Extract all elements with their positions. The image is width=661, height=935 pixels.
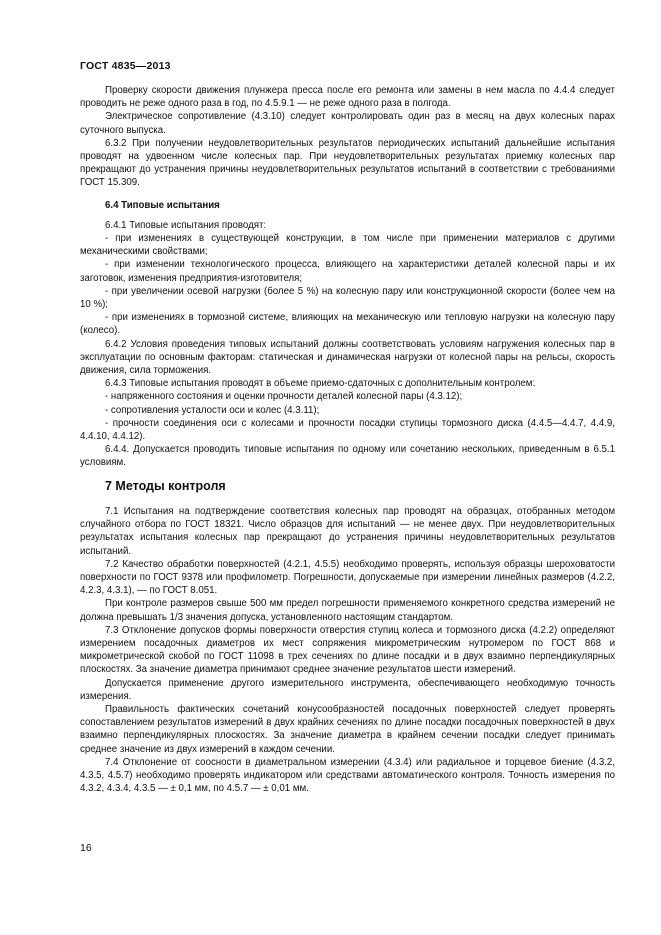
paragraph: Допускается применение другого измерительного инструмента, обеспечивающего необходимую точность измерения.: [80, 677, 615, 702]
subsection-heading: 6.4 Типовые испытания: [105, 199, 220, 211]
list-item: - при увеличении осевой нагрузки (более 5 %) на колесную пару или конструкционной скорости (более чем на 10 %);: [80, 285, 615, 311]
list-item: - сопротивления усталости оси и колес (4.3.11);: [105, 404, 320, 416]
list-item: - при изменении технологического процесса, влияющего на характеристики деталей колесной пары и их заготовок, изменения предприятия-изготовителя;: [80, 259, 615, 284]
paragraph: 6.3.2 При получении неудовлетворительных результатов периодических испытаний дальнейшие испытания проводят на удвоенном числе колесных пар. При неудовлетворительных результатах приемку колесных пар прекращают до устранения причины неудовлетворительных результатов испытаний в соответствии с требованиями ГОСТ 15.309.: [80, 137, 615, 189]
list-item: - при изменениях в существующей конструкции, в том числе при применении материалов с другими механическими свойствами;: [80, 233, 615, 258]
page-number: 16: [80, 842, 92, 854]
paragraph: 7.3 Отклонение допусков формы поверхности отверстия ступиц колеса и тормозного диска (4.2.2) определяют измерением посадочных диаметров их мест сопряжения микрометрическим нутромером по ГОСТ 868 и микрометрической скобой по ГОСТ 11098 в трех сечениях по длине посадки и в двух взаимно перпендикулярных плоскостях. За значение диаметра принимают среднее значение результатов шести измерений.: [80, 624, 615, 676]
paragraph: Электрическое сопротивление (4.3.10) следует контролировать один раз в месяц на двух колесных парах суточного выпуска.: [80, 111, 615, 136]
paragraph: 7.1 Испытания на подтверждение соответствия колесных пар проводят на образцах, отобранных методом случайного отбора по ГОСТ 18321. Число образцов для испытаний — не менее двух. При неудовлетворительных результатах испытания колесных пар прекращают до устранения причины неудовлетворительных результатов испытаний.: [80, 505, 615, 557]
list-item: - прочности соединения оси с колесами и прочности посадки ступицы тормозного диска (4.4.5—4.4.7, 4.4.9, 4.4.10, 4.4.12).: [80, 417, 615, 443]
paragraph: 7.2 Качество обработки поверхностей (4.2.1, 4.5.5) необходимо проверять, используя образцы шероховатости поверхности по ГОСТ 9378 или профилометр. Погрешности, допускаемые при измерении линейных размеров (4.2.2, 4.2.3, 4.3.1), — по ГОСТ 8.051.: [80, 558, 615, 597]
list-item: - при изменениях в тормозной системе, влияющих на механическую или тепловую нагрузки на колесную пару (колесо).: [80, 312, 615, 337]
paragraph: Проверку скорости движения плунжера пресса после его ремонта или замены в нем масла по 4.4.4 следует проводить не реже одного раза в год, по 4.5.9.1 — не реже одного раза в полгода.: [80, 85, 615, 110]
paragraph: 6.4.2 Условия проведения типовых испытаний должны соответствовать условиям нагружения колесных пар в эксплуатации по основным факторам: статическая и динамическая нагрузки от колесной пары на рельсы, скорость движения, сила торможения.: [80, 338, 615, 377]
document-header: ГОСТ 4835—2013: [80, 60, 171, 72]
paragraph: При контроле размеров свыше 500 мм предел погрешности применяемого конкретного средства измерений не должна превышать 1/3 значения допуска, установленного настоящим стандартом.: [80, 598, 615, 623]
list-item: - напряженного состояния и оценки прочности деталей колесной пары (4.3.12);: [105, 391, 463, 403]
paragraph: 6.4.3 Типовые испытания проводят в объеме приемо-сдаточных с дополнительным контролем:: [105, 378, 536, 390]
paragraph: 7.4 Отклонение от соосности в диаметральном измерении (4.3.4) или радиальное и торцевое биение (4.3.2, 4.3.5, 4.5.7) необходимо проверять индикатором или средствами автоматического контроля. Точность измерения по 4.3.2, 4.3.4, 4.3.5 — ± 0,1 мм, по 4.5.7 — ± 0,01 мм.: [80, 756, 615, 795]
paragraph: 6.4.4. Допускается проводить типовые испытания по одному или сочетанию нескольких, приведенным в 6.5.1 условиям.: [80, 444, 615, 469]
section-heading: 7 Методы контроля: [105, 478, 226, 493]
document-body: [80, 84, 615, 795]
paragraph: 6.4.1 Типовые испытания проводят:: [105, 219, 267, 231]
paragraph: Правильность фактических сочетаний конусообразностей посадочных поверхностей следует проверять сопоставлением результатов измерений в двух крайних сечениях по длине посадки посадочных поверхностей в двух взаимно перпендикулярных плоскостях. За значение диаметра в крайнем сечении посадки следует принимать среднее значение из двух измерений в каждом сечении.: [80, 703, 615, 755]
